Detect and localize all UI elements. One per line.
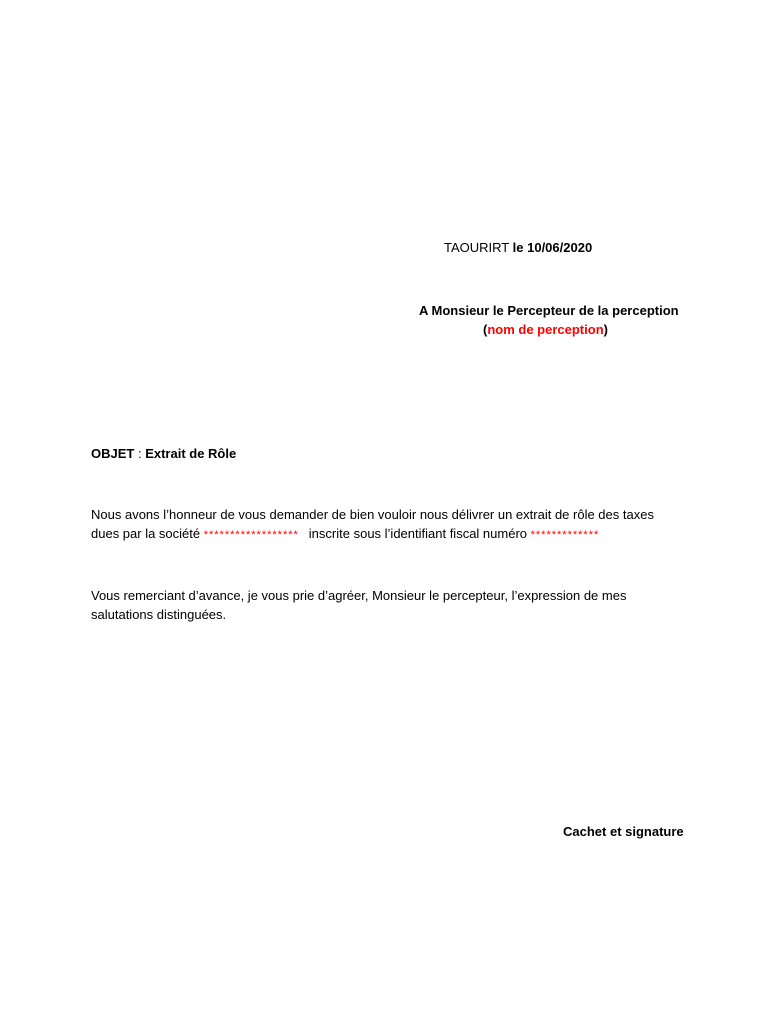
recipient-perception-name bbox=[483, 320, 608, 339]
object-label: OBJET bbox=[91, 446, 135, 461]
fiscal-id-placeholder: ************* bbox=[530, 529, 600, 541]
object-line bbox=[91, 444, 236, 463]
object-text: Extrait de Rôle bbox=[145, 446, 237, 461]
date: 10/06/2020 bbox=[527, 240, 593, 255]
open-paren: ( bbox=[483, 322, 488, 337]
object-separator: : bbox=[134, 446, 146, 461]
company-name-placeholder: ****************** bbox=[203, 529, 299, 541]
perception-name-placeholder: nom de perception bbox=[487, 322, 604, 337]
date-prefix: le bbox=[512, 240, 524, 255]
closing-line-1: Vous remerciant d’avance, je vous prie d’agréer, Monsieur le percepteur, l’expression de mes bbox=[91, 588, 627, 603]
body-line-2-middle: inscrite sous l’identifiant fiscal numéro bbox=[308, 526, 531, 541]
recipient-line: A Monsieur le Percepteur de la perception bbox=[419, 303, 679, 318]
date-line bbox=[444, 238, 592, 257]
body-line-2 bbox=[91, 524, 599, 545]
body-line-1: Nous avons l’honneur de vous demander de bien vouloir nous délivrer un extrait de rôle des taxes bbox=[91, 507, 654, 522]
close-paren: ) bbox=[603, 322, 608, 337]
closing-line-2: salutations distinguées. bbox=[91, 607, 227, 622]
signature-label: Cachet et signature bbox=[563, 824, 684, 839]
city: TAOURIRT bbox=[444, 240, 510, 255]
body-line-2-start: dues par la société bbox=[91, 526, 204, 541]
